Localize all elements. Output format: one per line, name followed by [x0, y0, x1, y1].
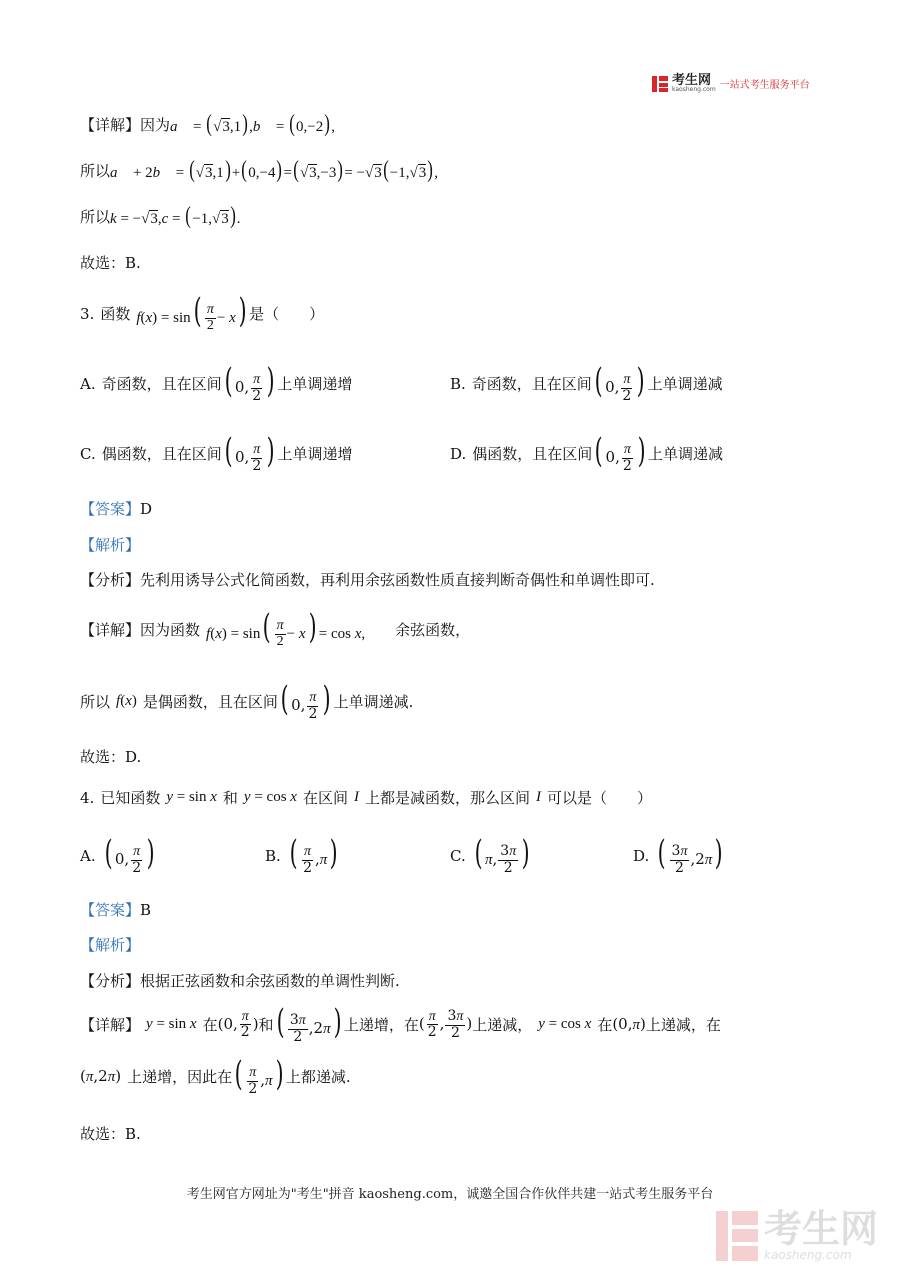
q4-fenxi-row	[80, 970, 400, 991]
q3-fenxi-row	[80, 569, 655, 590]
q2-kc-formula: k = −√3,c = (−1,√3).	[110, 203, 241, 229]
q3-fenxi-text: 先利用诱导公式化简函数，再利用余弦函数性质直接判断奇偶性和单调性即可.	[140, 571, 655, 589]
q4-analysis-tag: 【解析】	[80, 936, 141, 954]
q2-vectors: a⃗ = (√3,1),b⃗ = (0,−2),	[170, 111, 336, 137]
watermark-url: kaosheng.com	[764, 1248, 852, 1262]
q2-answer: 故选：B.	[80, 254, 141, 272]
q4-option-c-letter: C.	[450, 846, 466, 865]
q3-detail-lead: 因为函数	[140, 621, 201, 640]
q2-detail-line3	[80, 204, 240, 228]
q3-stem-lead: 函数	[100, 305, 131, 324]
q4-detail-int1: (0, $\frac{\pi}{2}$ )	[217, 1008, 259, 1041]
q3-conclusion-fx: f(x)	[116, 693, 137, 710]
q2-so-2: 所以	[80, 207, 111, 226]
q3-number: 3.	[80, 304, 95, 323]
q3-stem-tail: 是（ ）	[249, 305, 325, 324]
q3-answer-tag: 【答案】	[80, 500, 141, 518]
q4-answer-line-row	[80, 1123, 141, 1144]
q3-option-c-interval: ( 0, $\frac{\pi}{2}$ )	[224, 431, 275, 474]
q2-detail-line2	[80, 158, 438, 182]
q4-stem-3: 在区间	[302, 789, 348, 807]
q4-detail-and: 和	[258, 1016, 274, 1035]
q3-option-a-text: 奇函数，且在区间	[101, 375, 222, 394]
q4-option-d-interval: ( $\frac{3\pi}{2}$ ,2π)	[657, 833, 723, 876]
q4-detail-int6: ( $\frac{\pi}{2}$ ,π)	[234, 1054, 284, 1097]
q3-option-a-tail: 上单调递增	[277, 375, 353, 394]
q4-detail-increasing: 上递增，在	[343, 1016, 419, 1035]
q4-interval-i-2: I	[536, 789, 541, 805]
watermark-logo-icon	[716, 1211, 758, 1261]
q3-detail-tag: 【详解】	[80, 621, 141, 640]
q3-option-c-letter: C.	[80, 444, 96, 463]
q3-option-c	[80, 431, 353, 474]
q3-option-b-text: 奇函数，且在区间	[471, 375, 592, 394]
q4-detail-cos: y = cos x	[538, 1016, 592, 1033]
q3-function-formula: f(x) = sin( $\frac{\pi}{2}$ − x)	[136, 291, 247, 334]
q4-detail-decreasing2: 上递减，在	[645, 1016, 721, 1035]
q4-stem-5: 可以是（ ）	[547, 789, 653, 807]
q3-option-b	[450, 361, 723, 404]
q4-option-a-interval: ( 0, $\frac{\pi}{2}$ )	[104, 833, 155, 876]
q2-sum-formula: a⃗ + 2b⃗ = (√3,1)+(0,−4)=(√3,−3)= −√3(−1,√3),	[110, 157, 438, 183]
q4-stem-2: 和	[222, 789, 238, 807]
q4-stem-4: 上都是减函数，那么区间	[364, 789, 530, 807]
q4-detail-line2-b: 上都递减.	[285, 1068, 351, 1087]
q3-option-b-tail: 上单调递减	[647, 375, 723, 394]
logo-name: 考生网	[672, 73, 712, 88]
header-logo	[652, 74, 810, 93]
q4-detail-tag: 【详解】	[80, 1016, 141, 1035]
logo-url: kaosheng.com	[672, 86, 716, 93]
q3-conclusion-mid: 是偶函数，且在区间	[142, 693, 278, 712]
q4-number: 4.	[80, 788, 95, 807]
q2-so-1: 所以	[80, 161, 111, 180]
q4-detail-sin: y = sin x	[146, 1016, 197, 1033]
q4-answer-row	[80, 899, 151, 920]
q4-option-c	[450, 833, 532, 876]
q4-option-c-interval: ( π, $\frac{3\pi}{2}$ )	[474, 833, 530, 876]
q4-option-b-interval: ( $\frac{\pi}{2}$ ,π)	[289, 833, 338, 876]
q4-option-d-letter: D.	[633, 846, 650, 865]
q3-stem	[80, 291, 325, 334]
q4-option-a	[80, 833, 157, 876]
q4-detail-in-2: 在	[597, 1016, 613, 1035]
q3-detail-formula: f(x) = sin( $\frac{\pi}{2}$ − x) = cos x,	[206, 607, 366, 650]
q4-detail-int3: ( $\frac{\pi}{2}$ , $\frac{3\pi}{2}$ )	[418, 1008, 473, 1041]
q3-conclusion-lead: 所以	[80, 693, 111, 712]
q3-answer-line-row	[80, 746, 141, 767]
q3-option-d	[450, 431, 724, 474]
q3-option-d-letter: D.	[450, 444, 467, 463]
q2-detail-tag: 【详解】	[80, 115, 141, 134]
logo-slogan: 一站式考生服务平台	[719, 80, 810, 91]
q4-detail-row2	[80, 1054, 351, 1097]
q2-because: 因为	[140, 115, 171, 134]
q4-sin-formula: y = sin x	[166, 789, 217, 805]
watermark	[716, 1207, 879, 1262]
q3-option-d-interval: ( 0, $\frac{\pi}{2}$ )	[594, 431, 646, 474]
watermark-name: 考生网	[764, 1207, 879, 1251]
q4-detail-line2-a: 上递增，因此在	[127, 1068, 233, 1087]
q4-option-a-letter: A.	[80, 846, 96, 865]
q3-fenxi-tag: 【分析】	[80, 571, 141, 589]
q4-fenxi-text: 根据正弦函数和余弦函数的单调性判断.	[140, 972, 400, 990]
q3-option-a	[80, 361, 353, 404]
q3-analysis-tag: 【解析】	[80, 536, 141, 554]
q4-stem	[80, 787, 652, 808]
q4-answer-line: 故选：B.	[80, 1125, 141, 1143]
q3-option-d-tail: 上单调递减	[648, 445, 724, 464]
q4-detail-decreasing: 上递减，	[472, 1016, 533, 1035]
footer-text: 考生网官方网址为"考生"拼音 kaosheng.com，诚邀全国合作伙伴共建一站式考生服务平台	[186, 1187, 714, 1202]
q4-interval-i-1: I	[353, 789, 359, 805]
q3-analysis-row	[80, 534, 140, 555]
q4-detail-int4: (0,π)	[612, 1015, 646, 1034]
q4-detail-in: 在	[202, 1016, 218, 1035]
q4-stem-1: 已知函数	[100, 789, 161, 807]
q2-detail-line1	[80, 112, 335, 136]
q4-option-b	[265, 833, 341, 876]
q4-detail-row	[80, 1002, 721, 1045]
q3-option-a-letter: A.	[80, 374, 96, 393]
q4-fenxi-tag: 【分析】	[80, 972, 141, 990]
q3-option-c-text: 偶函数，且在区间	[101, 445, 222, 464]
q3-option-c-tail: 上单调递增	[277, 445, 353, 464]
q4-answer: B	[140, 900, 152, 919]
q4-detail-int2: ( $\frac{3\pi}{2}$ ,2π)	[276, 1002, 342, 1045]
q4-option-b-letter: B.	[265, 846, 281, 865]
q3-detail-tail: 余弦函数，	[395, 621, 471, 640]
q4-detail-int5: (π,2π)	[80, 1067, 122, 1086]
kaosheng-logo-icon	[652, 76, 668, 92]
q4-cos-formula: y = cos x	[243, 789, 297, 805]
q3-option-b-interval: ( 0, $\frac{\pi}{2}$ )	[594, 361, 645, 404]
q3-answer: D	[140, 499, 153, 518]
q4-answer-tag: 【答案】	[80, 901, 141, 919]
q3-option-b-letter: B.	[450, 374, 466, 393]
q3-option-d-text: 偶函数，且在区间	[472, 445, 593, 464]
q3-detail-row	[80, 607, 471, 650]
q3-conclusion-tail: 上单调递减.	[333, 693, 414, 712]
q2-answer-line	[80, 252, 141, 273]
q3-answer-line: 故选：D.	[80, 748, 142, 766]
q4-analysis-row	[80, 934, 140, 955]
q3-option-a-interval: ( 0, $\frac{\pi}{2}$ )	[224, 361, 275, 404]
q3-conclusion-interval: ( 0, $\frac{\pi}{2}$ )	[280, 679, 331, 722]
q4-option-d	[633, 833, 726, 876]
q3-answer-row	[80, 498, 152, 519]
q3-conclusion-row	[80, 679, 414, 722]
